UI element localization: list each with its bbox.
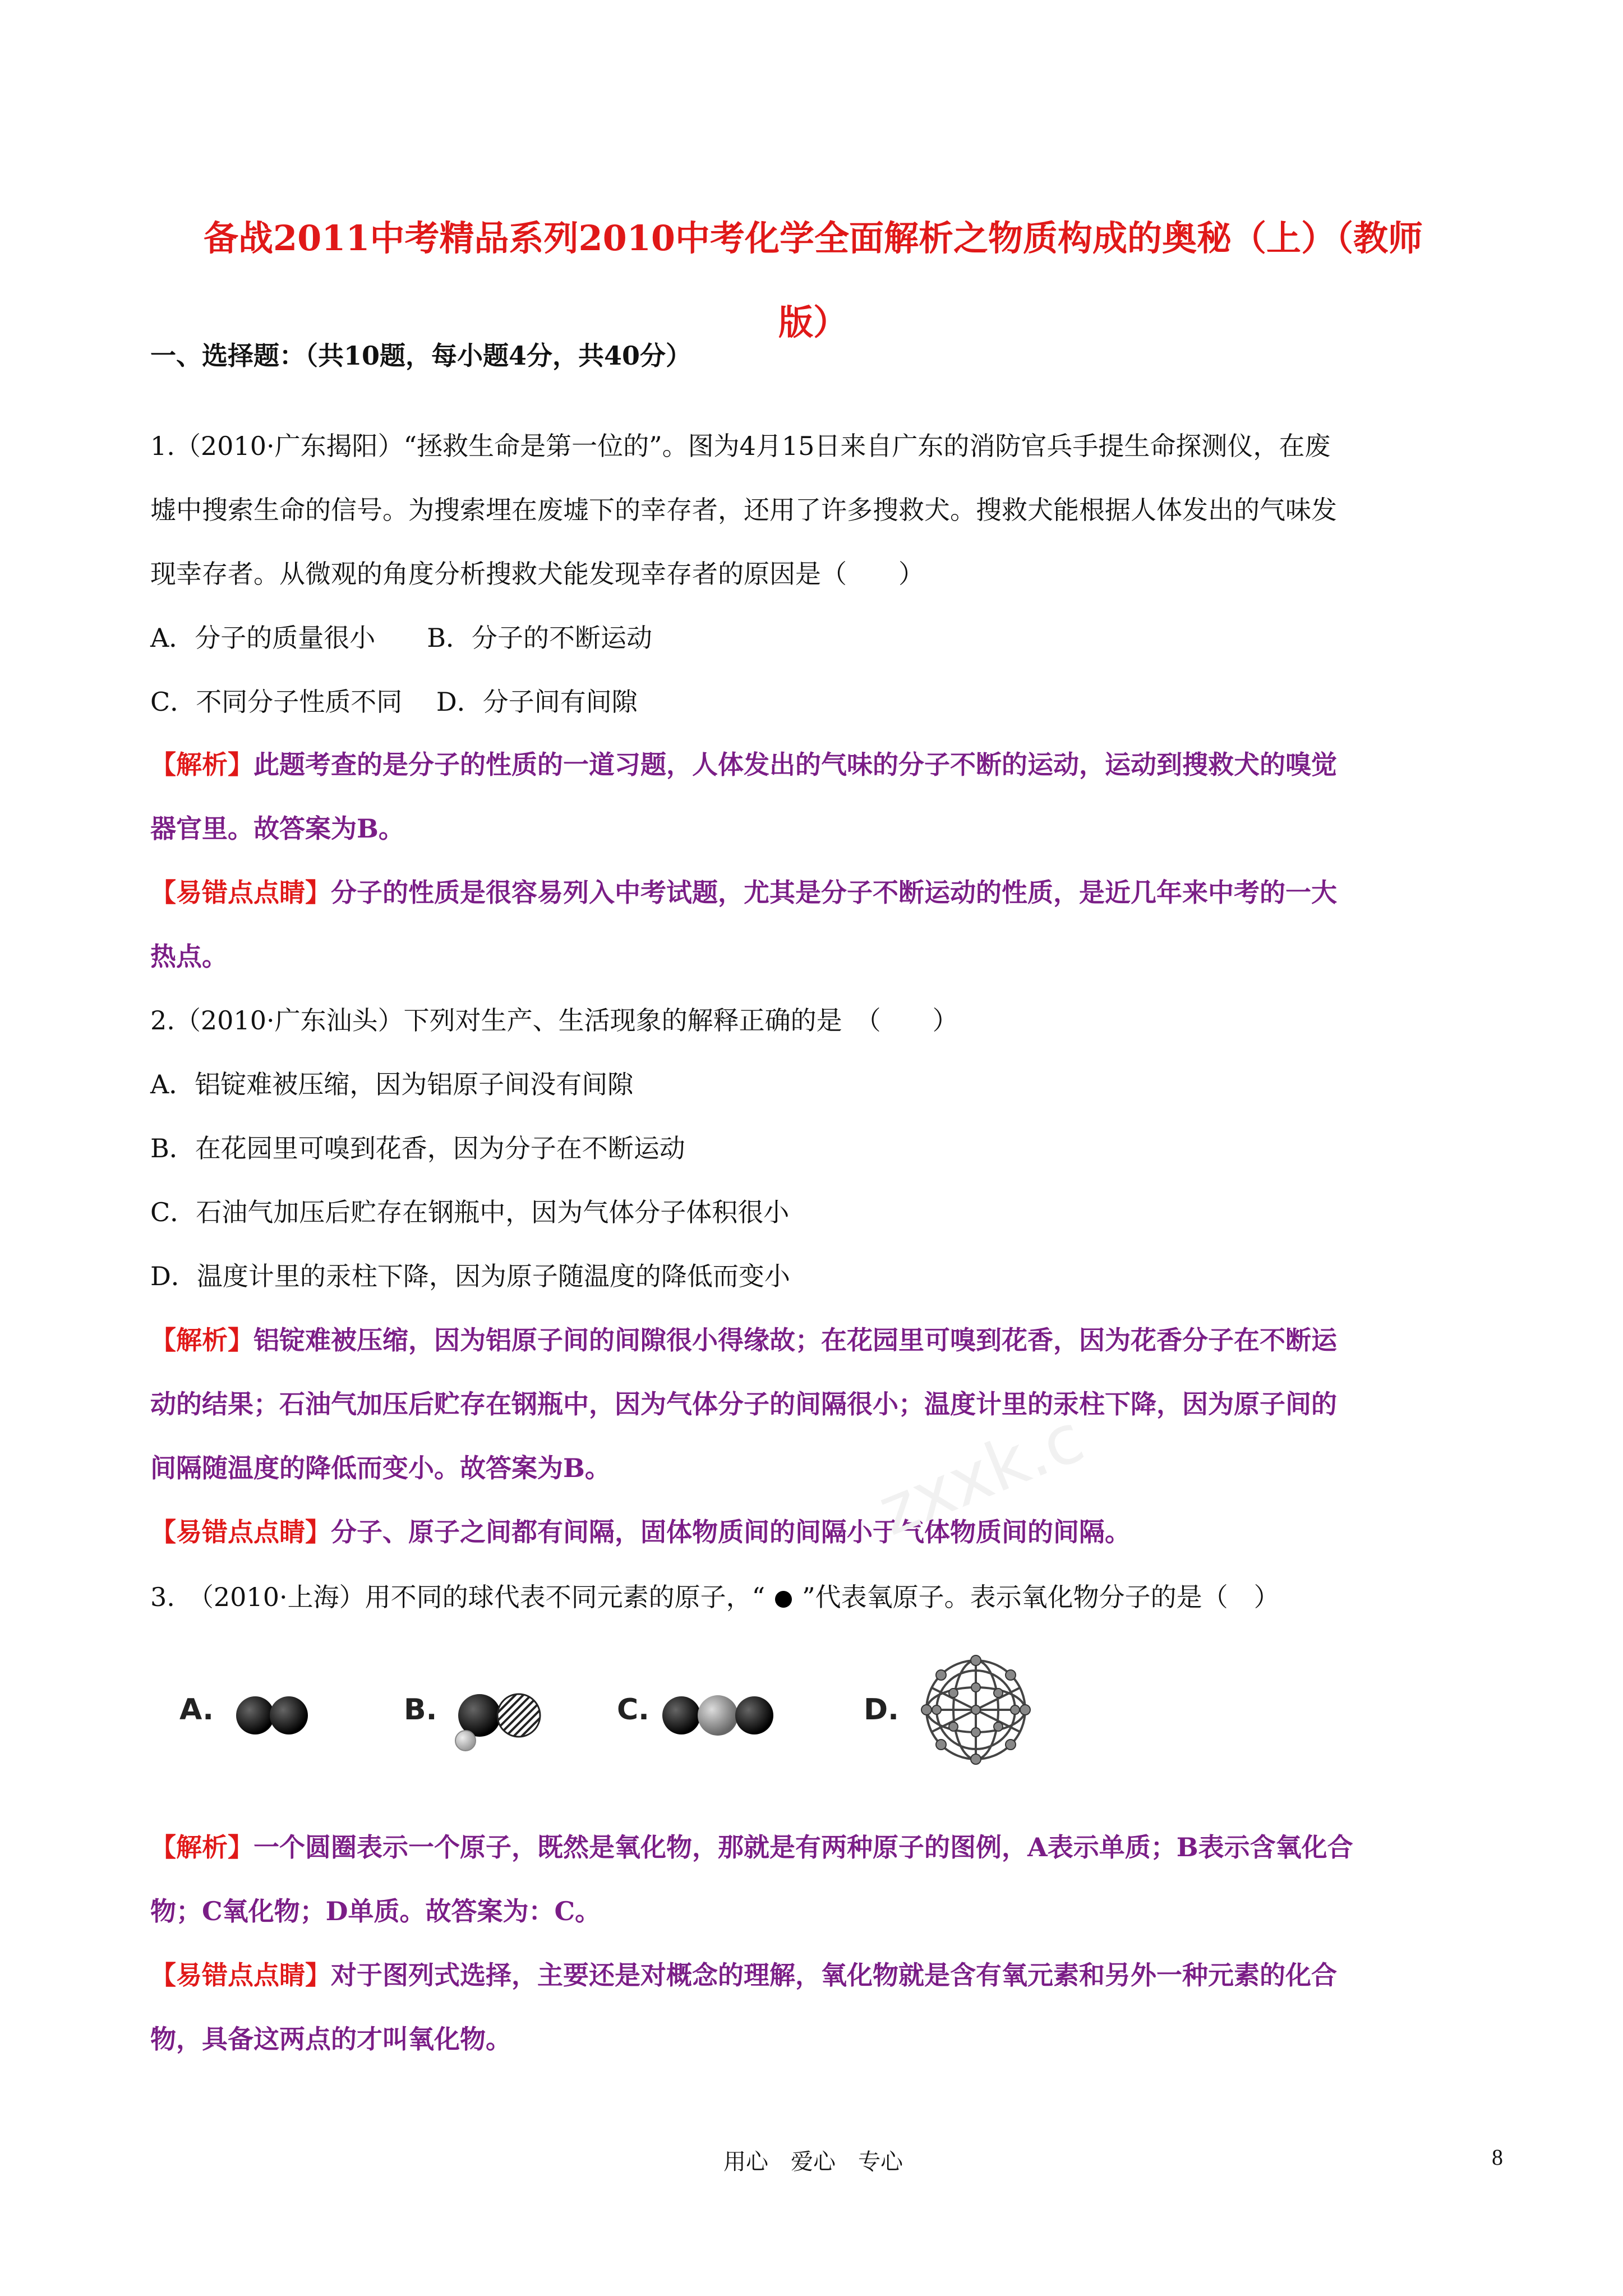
section-heading: 一、选择题：（共10题，每小题4分，共40分） — [150, 341, 692, 371]
document-title-line-2: 版） — [778, 302, 848, 343]
option-label: D. — [864, 1693, 899, 1727]
watermark: zxxk.c — [868, 1399, 1094, 1551]
q1-options-ab: A．分子的质量很小 B．分子的不断运动 — [150, 623, 653, 653]
molecule-a-icon — [224, 1676, 336, 1755]
q3-analysis-line-1 — [150, 1833, 1353, 1862]
option-label: A. — [179, 1693, 214, 1727]
oxygen-atom-icon — [775, 1591, 792, 1608]
q3-line-1 — [150, 1583, 1280, 1612]
document-title-line-1: 备战2011中考精品系列2010中考化学全面解析之物质构成的奥秘（上）（教师 — [203, 218, 1423, 259]
q3-error-line-1 — [150, 1961, 1337, 1990]
error-text: 分子的性质是很容易列入中考试题，尤其是分子不断运动的性质，是近几年来中考的一大 — [331, 877, 1337, 908]
q1-error-line-2: 热点。 — [150, 941, 228, 972]
option-label: B. — [404, 1693, 437, 1727]
q1-line-3: 现幸存者。从微观的角度分析搜救犬能发现幸存者的原因是（ ） — [150, 559, 924, 589]
q3-option-c — [617, 1659, 841, 1772]
q3-molecule-options — [179, 1659, 1492, 1772]
molecule-c-icon — [651, 1676, 808, 1755]
molecule-b-icon — [443, 1671, 578, 1766]
q3-analysis-line-2: 物；C氧化物；D单质。故答案为：C。 — [150, 1896, 601, 1926]
option-label: C. — [617, 1693, 649, 1727]
q3-text-part-2: ”代表氧原子。表示氧化物分子的是（ ） — [802, 1582, 1280, 1612]
q2-option-c: C．石油气加压后贮存在钢瓶中，因为气体分子体积很小 — [150, 1197, 790, 1227]
q2-option-a: A．铝锭难被压缩，因为铝原子间没有间隙 — [150, 1069, 634, 1099]
q2-option-b: B．在花园里可嗅到花香，因为分子在不断运动 — [150, 1133, 685, 1163]
analysis-text: 此题考查的是分子的性质的一道习题，人体发出的气味的分子不断的运动，运动到搜救犬的嗅觉 — [253, 749, 1337, 780]
error-text: 对于图列式选择，主要还是对概念的理解，氧化物就是含有氧元素和另外一种元素的化合 — [331, 1960, 1337, 1990]
q3-error-line-2: 物，具备这两点的才叫氧化物。 — [150, 2024, 511, 2054]
q3-option-d — [864, 1659, 1088, 1772]
q2-analysis-line-2: 动的结果；石油气加压后贮存在钢瓶中，因为气体分子的间隔很小；温度计里的汞柱下降，因为原子间的 — [150, 1389, 1337, 1419]
q1-line-1: 1.（2010·广东揭阳）“拯救生命是第一位的”。图为4月15日来自广东的消防官兵手提生命探测仪，在废 — [150, 431, 1331, 461]
q1-line-2: 墟中搜索生命的信号。为搜索埋在废墟下的幸存者，还用了许多搜救犬。搜救犬能根据人体发出的气味发 — [150, 495, 1337, 525]
q1-error-line-1 — [150, 878, 1337, 907]
q2-analysis-line-3: 间隔随温度的降低而变小。故答案为B。 — [150, 1453, 611, 1483]
error-tag: 【易错点点睛】 — [150, 877, 331, 908]
fullerene-molecule-icon — [909, 1654, 1043, 1766]
analysis-tag: 【解析】 — [150, 749, 253, 780]
q2-analysis-line-1 — [150, 1326, 1337, 1355]
q1-analysis-line-2: 器官里。故答案为B。 — [150, 813, 404, 844]
footer-motto: 用心 爱心 专心 — [723, 2149, 903, 2175]
analysis-text: 铝锭难被压缩，因为铝原子间的间隙很小得缘故；在花园里可嗅到花香，因为花香分子在不断运 — [253, 1325, 1337, 1355]
q1-analysis-line-1 — [150, 751, 1337, 779]
q2-line-1: 2.（2010·广东汕头）下列对生产、生活现象的解释正确的是 （ ） — [150, 1005, 958, 1036]
q3-text-part-1: 3. （2010·上海）用不同的球代表不同元素的原子，“ — [150, 1582, 766, 1612]
q3-option-b — [404, 1659, 594, 1772]
error-tag: 【易错点点睛】 — [150, 1960, 331, 1990]
analysis-text: 一个圆圈表示一个原子，既然是氧化物，那就是有两种原子的图例，A表示单质；B表示含氧化合 — [253, 1832, 1353, 1862]
error-tag: 【易错点点睛】 — [150, 1517, 331, 1547]
analysis-tag: 【解析】 — [150, 1832, 253, 1862]
error-text: 分子、原子之间都有间隔，固体物质间的间隔小于气体物质间的间隔。 — [331, 1517, 1131, 1547]
q2-option-d: D．温度计里的汞柱下降，因为原子随温度的降低而变小 — [150, 1261, 790, 1291]
q2-error-line-1 — [150, 1518, 1131, 1547]
q1-options-cd: C．不同分子性质不同 D．分子间有间隙 — [150, 687, 638, 717]
analysis-tag: 【解析】 — [150, 1325, 253, 1355]
page-number: 8 — [1492, 2145, 1503, 2170]
q3-option-a — [179, 1659, 348, 1772]
